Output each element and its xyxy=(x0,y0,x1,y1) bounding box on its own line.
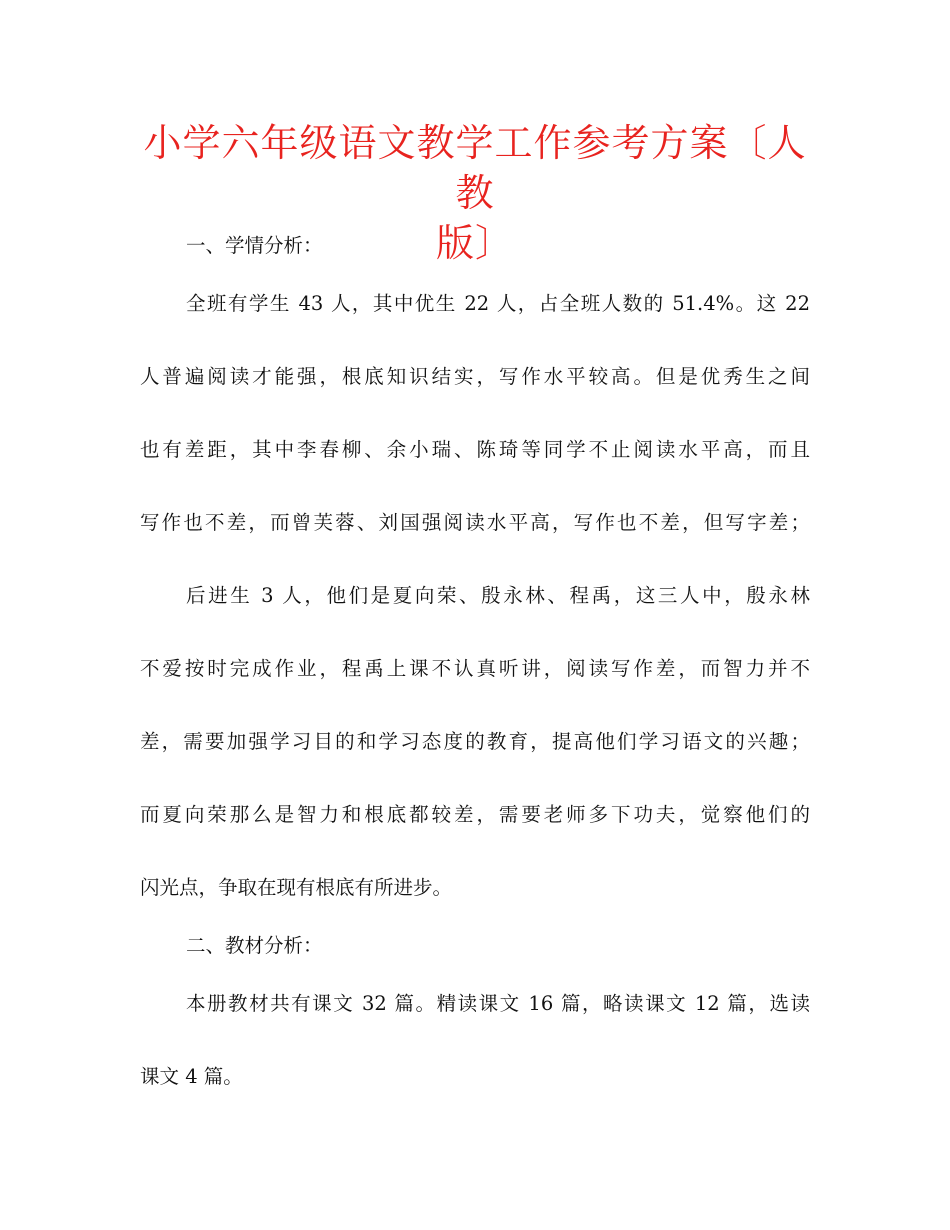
section-heading-learning-analysis: 一、学情分析： xyxy=(186,234,323,257)
paragraph-line: 全班有学生 43 人，其中优生 22 人，占全班人数的 51.4%。这 22 xyxy=(186,292,810,315)
paragraph-line: 本册教材共有课文 32 篇。精读课文 16 篇，略读课文 12 篇，选读 xyxy=(186,992,810,1015)
paragraph-line: 而夏向荣那么是智力和根底都较差，需要老师多下功夫，觉察他们的 xyxy=(140,803,810,826)
section-heading-textbook-analysis: 二、教材分析： xyxy=(186,934,323,957)
paragraph-line: 写作也不差，而曾芙蓉、刘国强阅读水平高，写作也不差，但写字差； xyxy=(140,511,810,534)
title-line-2: 版〕 xyxy=(435,221,514,265)
paragraph-line: 也有差距，其中李春柳、余小瑞、陈琦等同学不止阅读水平高，而且 xyxy=(140,438,810,461)
paragraph-line: 闪光点，争取在现有根底有所进步。 xyxy=(140,876,453,899)
paragraph-line: 人普遍阅读才能强，根底知识结实，写作水平较高。但是优秀生之间 xyxy=(140,365,810,388)
title-line-1: 小学六年级语文教学工作参考方案〔人教 xyxy=(143,121,807,215)
paragraph-line: 不爱按时完成作业，程禹上课不认真听讲，阅读写作差，而智力并不 xyxy=(140,657,810,680)
paragraph-line: 差，需要加强学习目的和学习态度的教育，提高他们学习语文的兴趣； xyxy=(140,730,810,753)
paragraph-line: 后进生 3 人，他们是夏向荣、殷永林、程禹，这三人中，殷永林 xyxy=(186,584,810,607)
paragraph-line: 课文 4 篇。 xyxy=(140,1065,243,1088)
